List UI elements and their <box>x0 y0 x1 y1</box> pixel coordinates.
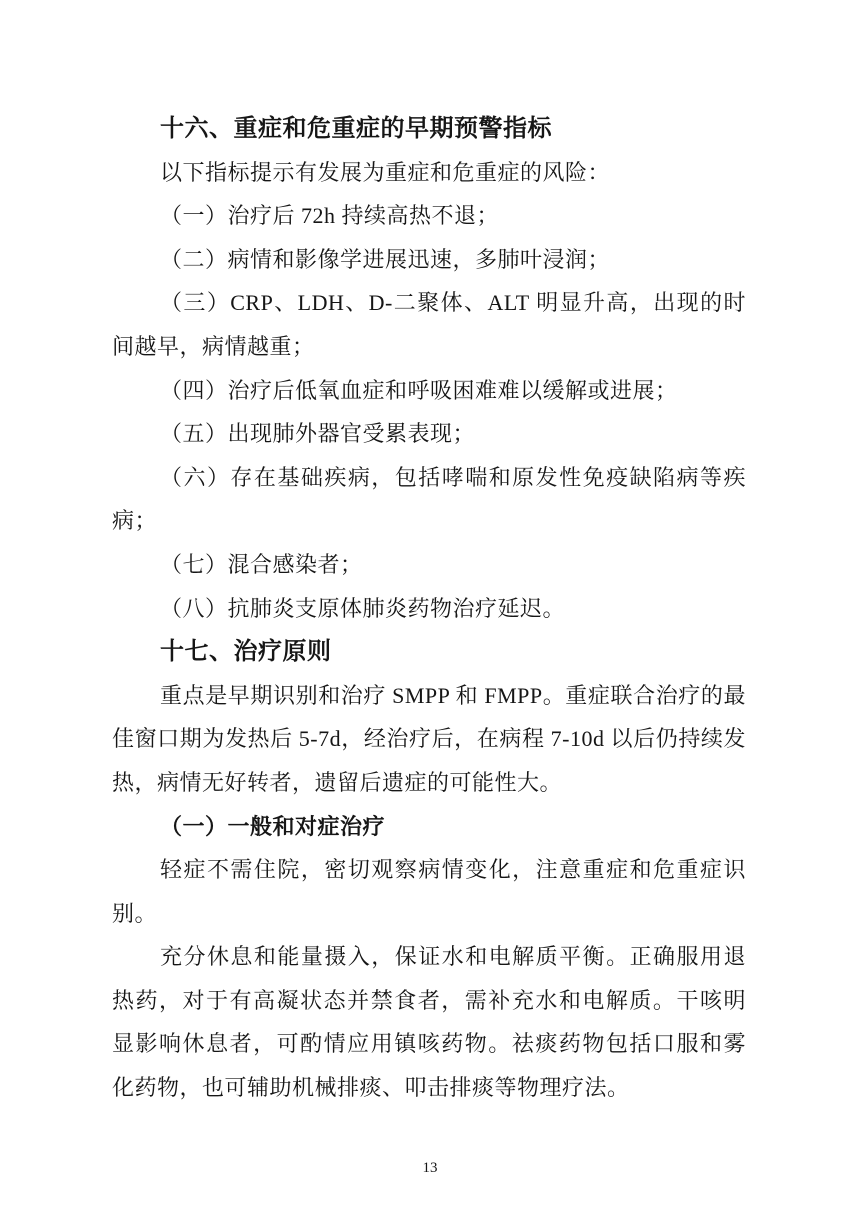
paragraph-line: （七）混合感染者； <box>160 551 363 577</box>
paragraph-line: 病； <box>112 508 158 534</box>
paragraph-line: 别。 <box>112 900 158 926</box>
paragraph-line: 以下指标提示有发展为重症和危重症的风险： <box>160 159 611 185</box>
paragraph-line: 充分休息和能量摄入，保证水和电解质平衡。正确服用退 <box>160 944 746 970</box>
paragraph-line: 化药物，也可辅助机械排痰、叩击排痰等物理疗法。 <box>112 1075 630 1101</box>
paragraph-line: （一）治疗后 72h 持续高热不退； <box>160 203 500 229</box>
paragraph-line: 热药，对于有高凝状态并禁食者，需补充水和电解质。干咳明 <box>112 987 746 1013</box>
paragraph-line: 间越早，病情越重； <box>112 333 315 359</box>
paragraph-line: （二）病情和影像学进展迅速，多肺叶浸润； <box>160 246 611 272</box>
paragraph-line: 重点是早期识别和治疗 SMPP 和 FMPP。重症联合治疗的最 <box>160 682 746 708</box>
paragraph-line: 轻症不需住院，密切观察病情变化，注意重症和危重症识 <box>160 857 746 883</box>
paragraph-line: （三）CRP、LDH、D-二聚体、ALT 明显升高，出现的时 <box>160 290 746 316</box>
document-body <box>112 107 746 1110</box>
paragraph-line: （六）存在基础疾病，包括哮喘和原发性免疫缺陷病等疾 <box>160 464 746 490</box>
subsection-heading: （一）一般和对症治疗 <box>160 813 386 839</box>
paragraph-line: 热，病情无好转者，遗留后遗症的可能性大。 <box>112 769 563 795</box>
section-heading: 十六、重症和危重症的早期预警指标 <box>160 115 552 142</box>
paragraph-line: 显影响休息者，可酌情应用镇咳药物。祛痰药物包括口服和雾 <box>112 1031 746 1057</box>
paragraph-line: 佳窗口期为发热后 5-7d，经治疗后，在病程 7-10d 以后仍持续发 <box>112 726 746 752</box>
paragraph-line: （五）出现肺外器官受累表现； <box>160 421 476 447</box>
page-number: 13 <box>422 1160 438 1176</box>
paragraph-line: （八）抗肺炎支原体肺炎药物治疗延迟。 <box>160 595 566 621</box>
paragraph-line: （四）治疗后低氧血症和呼吸困难难以缓解或进展； <box>160 377 678 403</box>
section-heading: 十七、治疗原则 <box>160 638 332 666</box>
